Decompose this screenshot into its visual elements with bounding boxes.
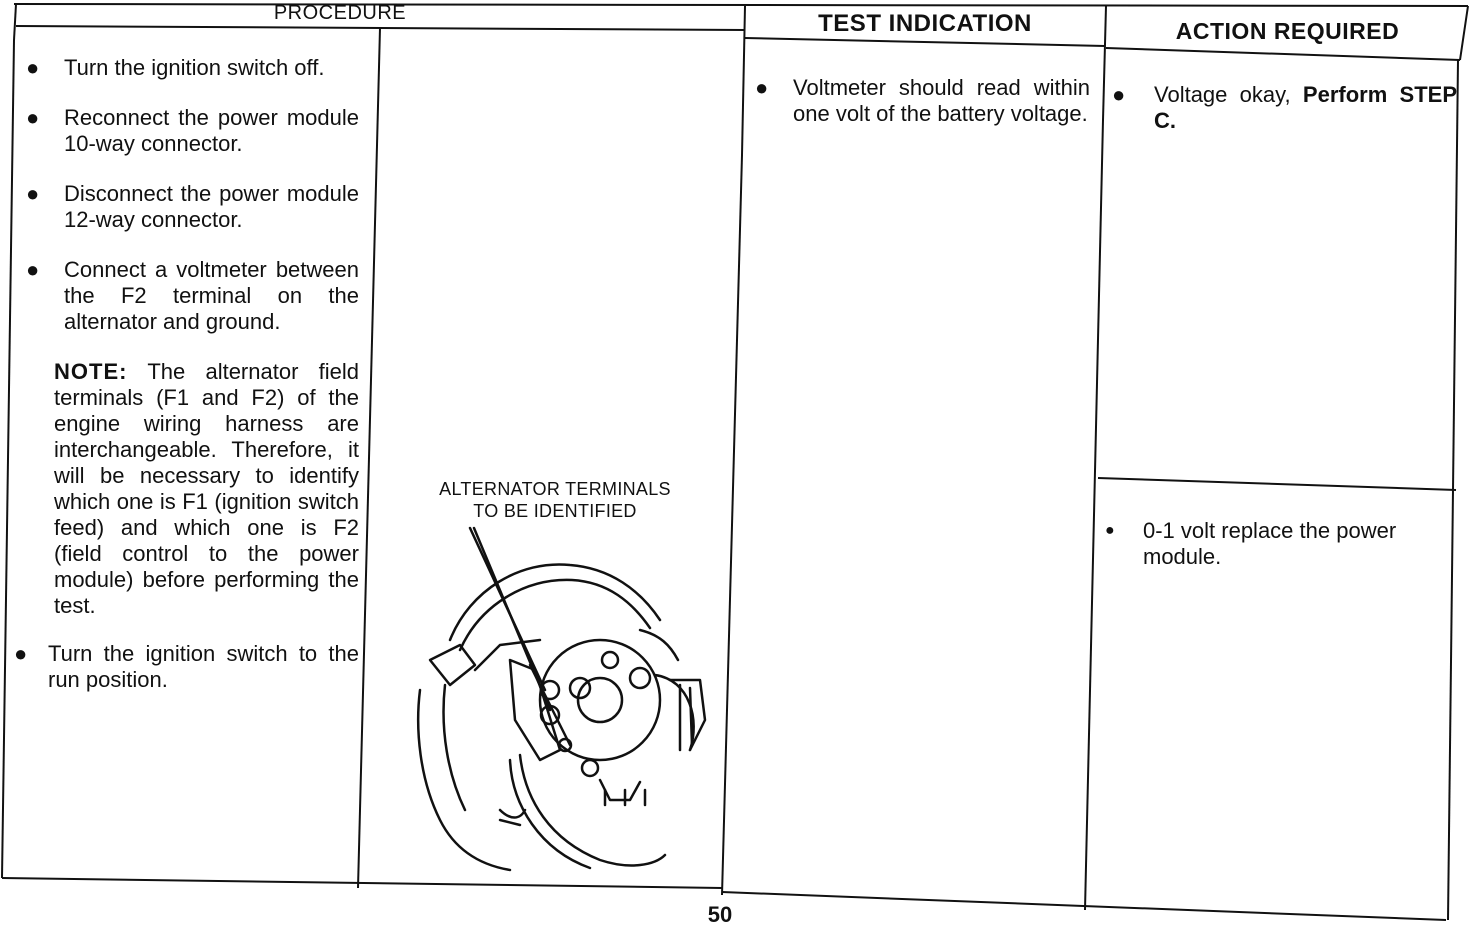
procedure-step-5-text: Turn the ignition switch to the run position.: [48, 641, 359, 692]
procedure-step-2: [14, 105, 359, 157]
procedure-step-4-text: Connect a voltmeter between the F2 terminal on the alternator and ground.: [64, 257, 359, 334]
procedure-header: PROCEDURE: [273, 2, 407, 24]
test-indication-column: [755, 75, 1090, 151]
procedure-step-5: [14, 641, 359, 693]
caption-line-1: ALTERNATOR TERMINALS: [439, 479, 671, 499]
action-item-2: [1105, 518, 1445, 570]
procedure-step-3: [14, 181, 359, 233]
note-text: The alternator field terminals (F1 and F2) of the engine wiring harness are interchangeable. Therefore, it will be necessary to identify which one is F1 (ignition switch feed) and which one is F2 (field control to the power module) before performing the test.: [54, 359, 360, 618]
action-required-top: [1112, 82, 1457, 158]
action-item-1: [1112, 82, 1457, 134]
page-number: 50: [707, 902, 733, 927]
action-item-2-text: 0-1 volt replace the power module.: [1143, 518, 1397, 569]
caption-line-2: TO BE IDENTIFIED: [473, 501, 637, 521]
action-required-header: ACTION REQUIRED: [1175, 18, 1400, 44]
bullet-icon: ●: [26, 55, 40, 80]
procedure-column: [14, 55, 359, 717]
bullet-icon: ●: [755, 75, 769, 100]
bullet-icon: ●: [1105, 522, 1115, 539]
procedure-note: [14, 359, 359, 619]
illustration-caption: [400, 478, 710, 522]
bullet-icon: ●: [26, 257, 40, 282]
bullet-icon: ●: [1112, 82, 1126, 107]
test-indication-item-1-text: Voltmeter should read within one volt of the battery voltage.: [793, 75, 1090, 126]
alternator-illustration: [400, 520, 730, 880]
procedure-step-4: [14, 257, 359, 335]
procedure-step-1-text: Turn the ignition switch off.: [64, 55, 325, 80]
test-indication-item-1: [755, 75, 1090, 127]
procedure-step-1: [14, 55, 359, 81]
action-required-bottom: [1105, 518, 1445, 594]
procedure-step-3-text: Disconnect the power module 12-way connector.: [64, 181, 359, 232]
bullet-icon: ●: [26, 181, 40, 206]
bullet-icon: ●: [26, 105, 40, 130]
test-indication-header: TEST INDICATION: [818, 10, 1032, 37]
action-item-1-bold: Perform STEP C.: [1154, 82, 1457, 133]
note-label: NOTE:: [54, 359, 128, 384]
action-item-1-text: Voltage okay,: [1154, 82, 1291, 107]
procedure-step-2-text: Reconnect the power module 10-way connector.: [64, 105, 359, 156]
bullet-icon: ●: [14, 641, 28, 666]
